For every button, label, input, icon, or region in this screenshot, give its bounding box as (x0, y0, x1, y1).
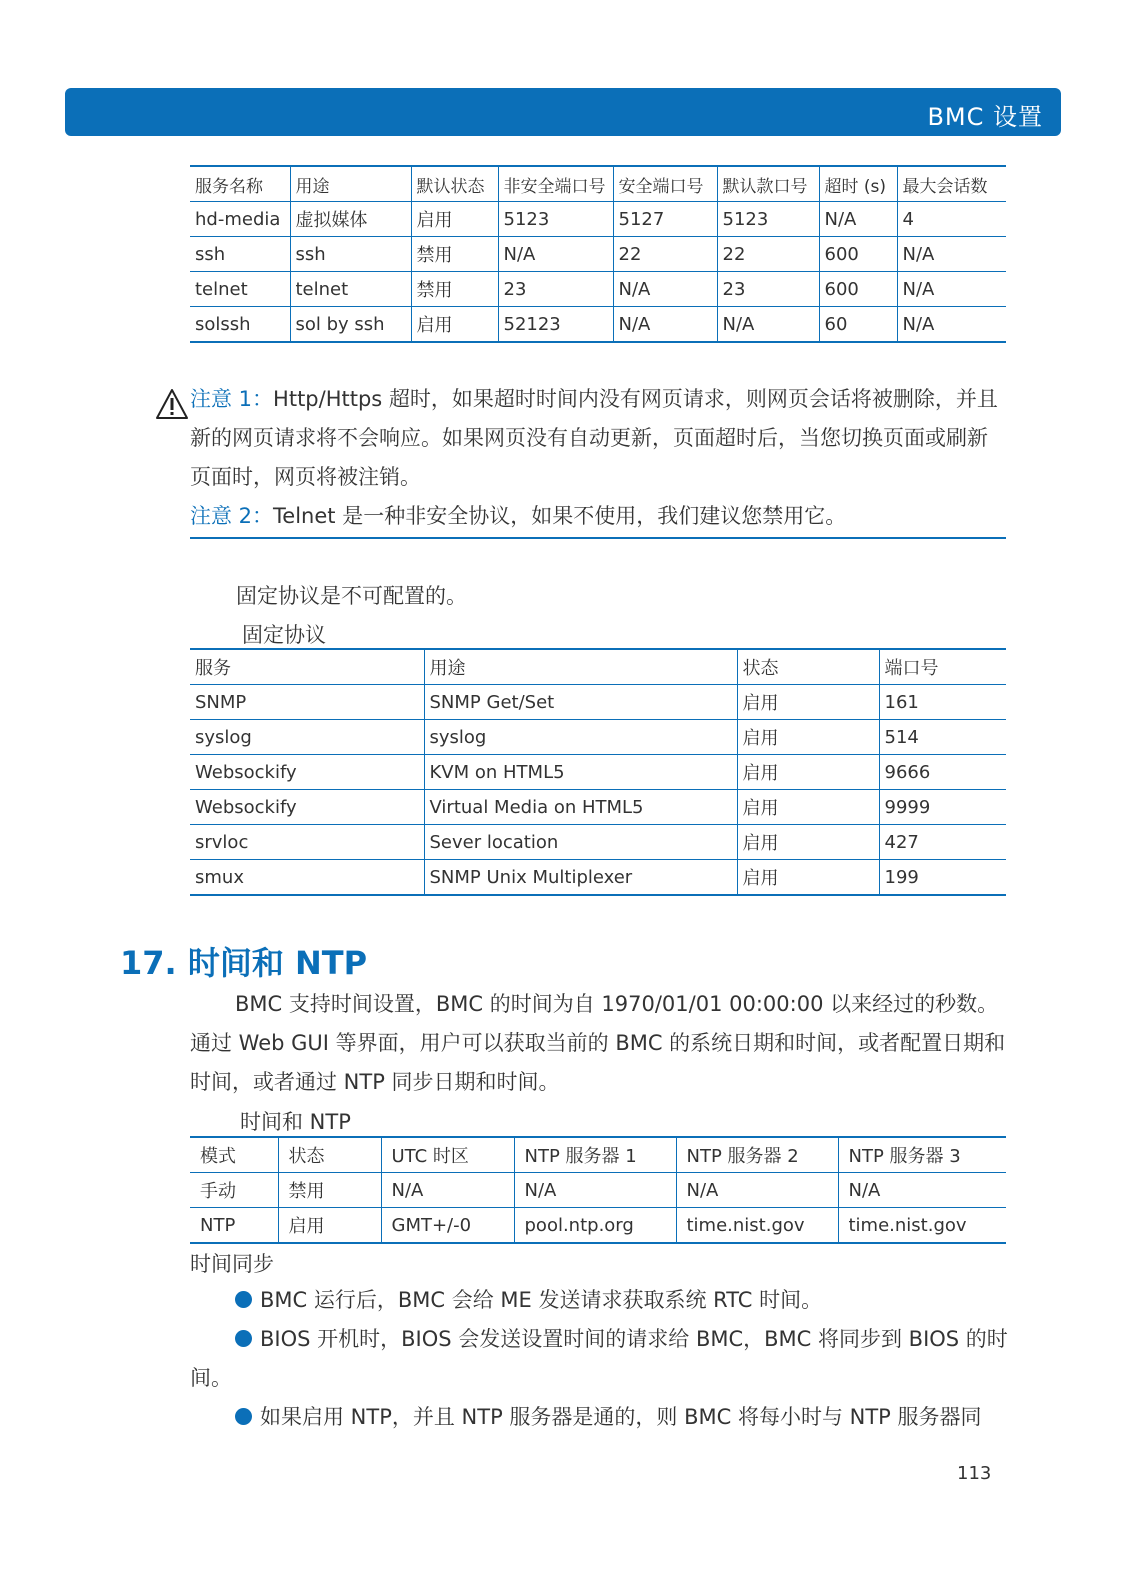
table-cell: 虚拟媒体 (290, 202, 411, 237)
table-cell: N/A (897, 272, 1006, 307)
list-item (190, 1281, 1010, 1320)
table-cell: 9666 (879, 755, 1006, 790)
table-cell: N/A (514, 1173, 676, 1208)
table-cell: pool.ntp.org (514, 1208, 676, 1244)
column-header: 用途 (424, 649, 737, 685)
note-2-label: 注意 2： (190, 504, 274, 528)
table-row (190, 1208, 1006, 1244)
table-cell: 427 (879, 825, 1006, 860)
table-cell: 514 (879, 720, 1006, 755)
table-cell: 199 (879, 860, 1006, 896)
time-sync-bullets (190, 1281, 1010, 1437)
column-header: 用途 (290, 166, 411, 202)
table-cell: time.nist.gov (838, 1208, 1006, 1244)
table-cell: 161 (879, 685, 1006, 720)
table-cell: 52123 (498, 307, 613, 343)
column-header: 非安全端口号 (498, 166, 613, 202)
table-cell: N/A (897, 237, 1006, 272)
notes-block (190, 380, 1006, 536)
table-cell: 启用 (411, 202, 498, 237)
column-header: 最大会话数 (897, 166, 1006, 202)
column-header: 状态 (278, 1137, 381, 1173)
table-cell: srvloc (190, 825, 424, 860)
table-row (190, 202, 1006, 237)
table-row (190, 1173, 1006, 1208)
table-row (190, 825, 1006, 860)
table-cell: 600 (819, 272, 897, 307)
bullet-dot-icon (235, 1330, 252, 1347)
table-cell: KVM on HTML5 (424, 755, 737, 790)
list-item (190, 1398, 1010, 1437)
table-cell: 22 (613, 237, 717, 272)
bullet-text: 如果启用 NTP，并且 NTP 服务器是通的，则 BMC 将每小时与 NTP 服务器同 (260, 1405, 982, 1429)
table-cell: telnet (290, 272, 411, 307)
table-row (190, 720, 1006, 755)
table-cell: solssh (190, 307, 290, 343)
bullet-dot-icon (235, 1291, 252, 1308)
services-table (190, 165, 1006, 343)
table-cell: 启用 (737, 860, 879, 896)
column-header: 安全端口号 (613, 166, 717, 202)
table-cell: 启用 (737, 790, 879, 825)
table-header-row (190, 649, 1006, 685)
table-cell: N/A (613, 272, 717, 307)
time-sync-heading: 时间同步 (190, 1252, 274, 1276)
header-title: BMC 设置 (927, 103, 1043, 131)
table-cell: sol by ssh (290, 307, 411, 343)
table-cell: 5127 (613, 202, 717, 237)
column-header: 端口号 (879, 649, 1006, 685)
table-cell: 23 (717, 272, 819, 307)
table-cell: syslog (424, 720, 737, 755)
fixed-protocols-caption: 固定协议 (242, 623, 326, 647)
note-1 (190, 380, 1006, 497)
notes-divider (190, 537, 1006, 539)
table-cell: SNMP Unix Multiplexer (424, 860, 737, 896)
table-cell: smux (190, 860, 424, 896)
table-cell: N/A (819, 202, 897, 237)
note-2 (190, 497, 1006, 536)
note-2-text: Telnet 是一种非安全协议，如果不使用，我们建议您禁用它。 (273, 504, 847, 528)
table-cell: 启用 (737, 755, 879, 790)
table-cell: SNMP Get/Set (424, 685, 737, 720)
table-cell: Websockify (190, 755, 424, 790)
table-cell: N/A (498, 237, 613, 272)
table-header-row (190, 166, 1006, 202)
table-row (190, 755, 1006, 790)
table-cell: 60 (819, 307, 897, 343)
table-row (190, 860, 1006, 896)
table-cell: ssh (190, 237, 290, 272)
table-cell: 600 (819, 237, 897, 272)
note-1-text: Http/Https 超时，如果超时时间内没有网页请求，则网页会话将被删除，并且新的网页请求将不会响应。如果网页没有自动更新，页面超时后，当您切换页面或刷新页面时，网页将被注销。 (190, 387, 998, 489)
table-cell: 4 (897, 202, 1006, 237)
column-header: 模式 (190, 1137, 278, 1173)
fixed-protocols-intro: 固定协议是不可配置的。 (236, 584, 467, 608)
table-cell: ssh (290, 237, 411, 272)
section-title: 17. 时间和 NTP (120, 944, 368, 982)
table-cell: time.nist.gov (676, 1208, 838, 1244)
table-cell: Sever location (424, 825, 737, 860)
table-row (190, 685, 1006, 720)
ntp-table (190, 1136, 1006, 1244)
table-cell: 启用 (737, 720, 879, 755)
table-row (190, 272, 1006, 307)
column-header: 服务 (190, 649, 424, 685)
column-header: UTC 时区 (381, 1137, 514, 1173)
table-cell: N/A (613, 307, 717, 343)
bullet-dot-icon (235, 1408, 252, 1425)
table-cell: GMT+/-0 (381, 1208, 514, 1244)
table-cell: 5123 (498, 202, 613, 237)
section-paragraph: BMC 支持时间设置，BMC 的时间为自 1970/01/01 00:00:00 以来经过的秒数。通过 Web GUI 等界面，用户可以获取当前的 BMC 的系统日期和时间，或者配置日期和时间，或者通过 NTP 同步日期和时间。 (190, 992, 1006, 1094)
table-cell: Virtual Media on HTML5 (424, 790, 737, 825)
table-row (190, 237, 1006, 272)
table-cell: 启用 (737, 825, 879, 860)
table-cell: 启用 (737, 685, 879, 720)
column-header: 服务名称 (190, 166, 290, 202)
table-cell: Websockify (190, 790, 424, 825)
column-header: NTP 服务器 1 (514, 1137, 676, 1173)
header-bar (65, 88, 1061, 136)
table-cell: N/A (717, 307, 819, 343)
table-cell: 禁用 (278, 1173, 381, 1208)
table-cell: 9999 (879, 790, 1006, 825)
table-cell: N/A (676, 1173, 838, 1208)
column-header: 默认款口号 (717, 166, 819, 202)
table-row (190, 790, 1006, 825)
column-header: 状态 (737, 649, 879, 685)
table-cell: N/A (838, 1173, 1006, 1208)
table-cell: hd-media (190, 202, 290, 237)
column-header: 超时 (s) (819, 166, 897, 202)
bullet-text: BIOS 开机时，BIOS 会发送设置时间的请求给 BMC，BMC 将同步到 BIOS 的时间。 (190, 1327, 1008, 1390)
table-cell: 禁用 (411, 272, 498, 307)
warning-triangle-icon (155, 388, 189, 420)
table-cell: 手动 (190, 1173, 278, 1208)
table-cell: telnet (190, 272, 290, 307)
table-cell: 5123 (717, 202, 819, 237)
column-header: NTP 服务器 2 (676, 1137, 838, 1173)
table-cell: N/A (897, 307, 1006, 343)
table-cell: 启用 (278, 1208, 381, 1244)
page-number: 113 (957, 1463, 992, 1484)
table-cell: 禁用 (411, 237, 498, 272)
table-cell: 22 (717, 237, 819, 272)
column-header: NTP 服务器 3 (838, 1137, 1006, 1173)
ntp-table-caption: 时间和 NTP (240, 1110, 351, 1134)
column-header: 默认状态 (411, 166, 498, 202)
table-row (190, 307, 1006, 343)
table-cell: N/A (381, 1173, 514, 1208)
fixed-protocols-table (190, 648, 1006, 896)
table-cell: 启用 (411, 307, 498, 343)
table-cell: syslog (190, 720, 424, 755)
table-cell: SNMP (190, 685, 424, 720)
bullet-text: BMC 运行后，BMC 会给 ME 发送请求获取系统 RTC 时间。 (260, 1288, 823, 1312)
table-header-row (190, 1137, 1006, 1173)
table-cell: NTP (190, 1208, 278, 1244)
table-cell: 23 (498, 272, 613, 307)
list-item (190, 1320, 1010, 1398)
note-1-label: 注意 1： (190, 387, 274, 411)
